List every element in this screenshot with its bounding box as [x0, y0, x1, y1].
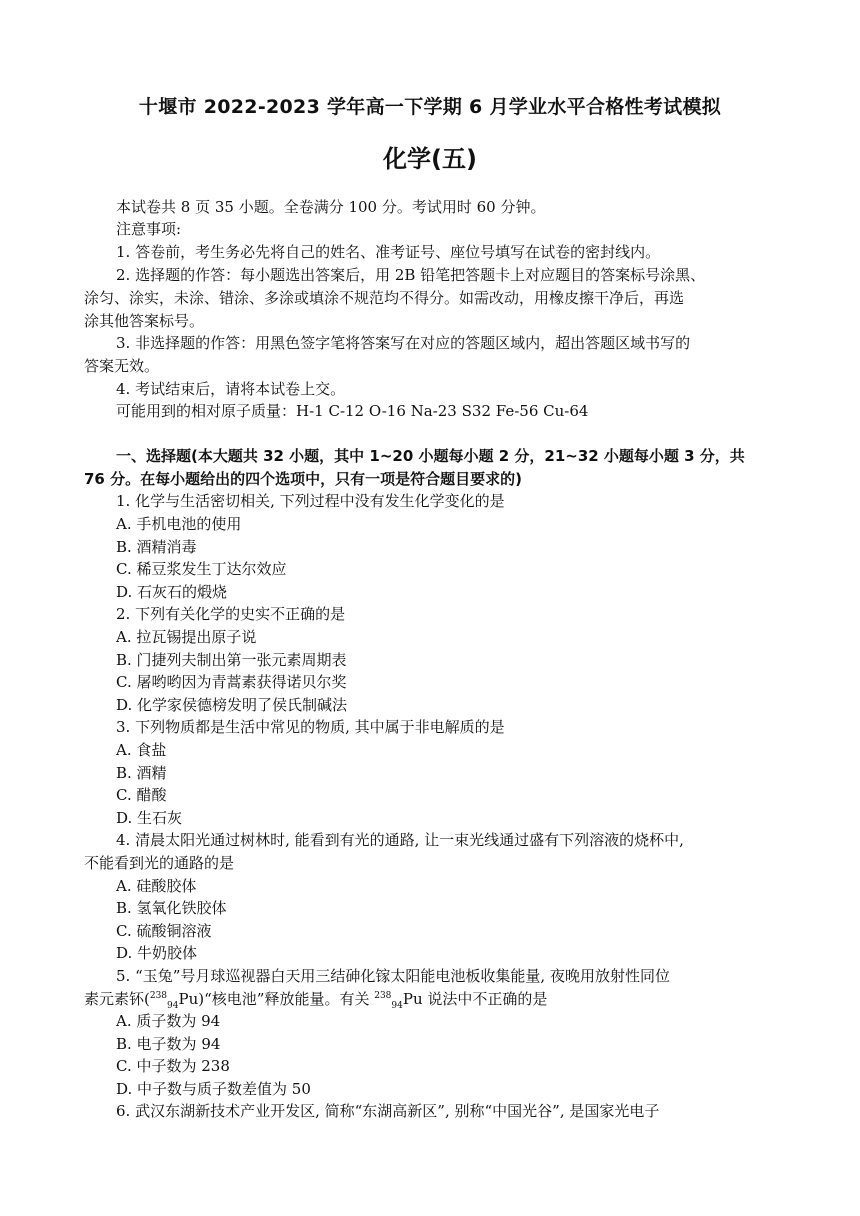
notice-item-2-line-3: 涂其他答案标号。 [84, 312, 205, 330]
notice-label: 注意事项: [116, 220, 182, 238]
question-1-option-a: A. 手机电池的使用 [116, 515, 242, 533]
isotope-symbol: Pu [178, 990, 199, 1008]
question-1-option-b: B. 酒精消毒 [116, 538, 197, 556]
intro-text: 本试卷共 8 页 35 小题。全卷满分 100 分。考试用时 60 分钟。 [116, 198, 546, 216]
isotope-symbol-2: Pu [402, 990, 423, 1008]
question-4-option-d: D. 牛奶胶体 [116, 944, 198, 962]
question-3-option-c: C. 醋酸 [116, 786, 167, 804]
question-5-option-d: D. 中子数与质子数差值为 50 [116, 1080, 311, 1098]
question-4-stem-line-2: 不能看到光的通路的是 [84, 854, 235, 872]
question-3-option-d: D. 生石灰 [116, 809, 183, 827]
question-5-option-a: A. 质子数为 94 [116, 1012, 221, 1030]
question-5-stem-line-2 [84, 988, 547, 1010]
isotope-atomic-number-2: 94 [391, 1001, 403, 1011]
question-1-option-d: D. 石灰石的煅烧 [116, 583, 228, 601]
isotope-atomic-number: 94 [167, 1001, 179, 1011]
exam-subtitle: 化学(五) [383, 145, 477, 173]
question-5-stem-mid: )“核电池”释放能量。有关 [198, 990, 375, 1008]
question-1-stem: 1. 化学与生活密切相关, 下列过程中没有发生化学变化的是 [116, 492, 505, 510]
question-3-option-a: A. 食盐 [116, 741, 167, 759]
isotope-mass-number: 238 [149, 991, 168, 1001]
question-2-stem: 2. 下列有关化学的史实不正确的是 [116, 605, 346, 623]
question-3-option-b: B. 酒精 [116, 764, 167, 782]
isotope-mass-number-2: 238 [374, 991, 392, 1001]
question-4-option-a: A. 硅酸胶体 [116, 877, 197, 895]
question-5-stem-pre: 素元素钚( [84, 990, 150, 1008]
question-4-option-b: B. 氢氧化铁胶体 [116, 899, 227, 917]
notice-item-2-line-1: 2. 选择题的作答：每小题选出答案后，用 2B 铅笔把答题卡上对应题目的答案标号涂黑、 [116, 266, 706, 284]
question-4-stem-line-1: 4. 清晨太阳光通过树林时, 能看到有光的通路, 让一束光线通过盛有下列溶液的烧杯中, [116, 831, 684, 849]
question-5-stem-line-1: 5. “玉兔”号月球巡视器白天用三结砷化镓太阳能电池板收集能量, 夜晚用放射性同位 [116, 967, 670, 985]
section-heading-line-1: 一、选择题(本大题共 32 小题，其中 1~20 小题每小题 2 分，21~32 小题每小题 3 分，共 [116, 447, 745, 465]
notice-item-3-line-1: 3. 非选择题的作答：用黑色签字笔将答案写在对应的答题区域内，超出答题区域书写的 [116, 334, 691, 352]
question-6-stem-line-1: 6. 武汉东湖新技术产业开发区, 简称“东湖高新区”, 别称“中国光谷”, 是国家光电子 [116, 1102, 660, 1120]
question-2-option-d: D. 化学家侯德榜发明了侯氏制碱法 [116, 696, 348, 714]
notice-item-4: 4. 考试结束后，请将本试卷上交。 [116, 380, 346, 398]
atomic-mass-note: 可能用到的相对原子质量：H-1 C-12 O-16 Na-23 S32 Fe-56 Cu-64 [116, 402, 589, 420]
question-4-option-c: C. 硫酸铜溶液 [116, 922, 212, 940]
question-3-stem: 3. 下列物质都是生活中常见的物质, 其中属于非电解质的是 [116, 718, 505, 736]
question-5-stem-post: 说法中不正确的是 [422, 990, 548, 1008]
question-2-option-c: C. 屠哟哟因为青蒿素获得诺贝尔奖 [116, 673, 347, 691]
question-5-option-c: C. 中子数为 238 [116, 1057, 230, 1075]
question-5-option-b: B. 电子数为 94 [116, 1035, 221, 1053]
notice-item-2-line-2: 涂匀、涂实，未涂、错涂、多涂或填涂不规范均不得分。如需改动，用橡皮擦干净后，再选 [84, 289, 685, 307]
exam-title: 十堰市 2022-2023 学年高一下学期 6 月学业水平合格性考试模拟 [138, 96, 722, 118]
section-heading-line-2: 76 分。在每小题给出的四个选项中，只有一项是符合题目要求的) [84, 470, 522, 488]
question-2-option-b: B. 门捷列夫制出第一张元素周期表 [116, 651, 347, 669]
question-2-option-a: A. 拉瓦锡提出原子说 [116, 628, 257, 646]
question-1-option-c: C. 稀豆浆发生丁达尔效应 [116, 560, 287, 578]
notice-item-3-line-2: 答案无效。 [84, 357, 160, 375]
notice-item-1: 1. 答卷前，考生务必先将自己的姓名、准考证号、座位号填写在试卷的密封线内。 [116, 243, 661, 261]
